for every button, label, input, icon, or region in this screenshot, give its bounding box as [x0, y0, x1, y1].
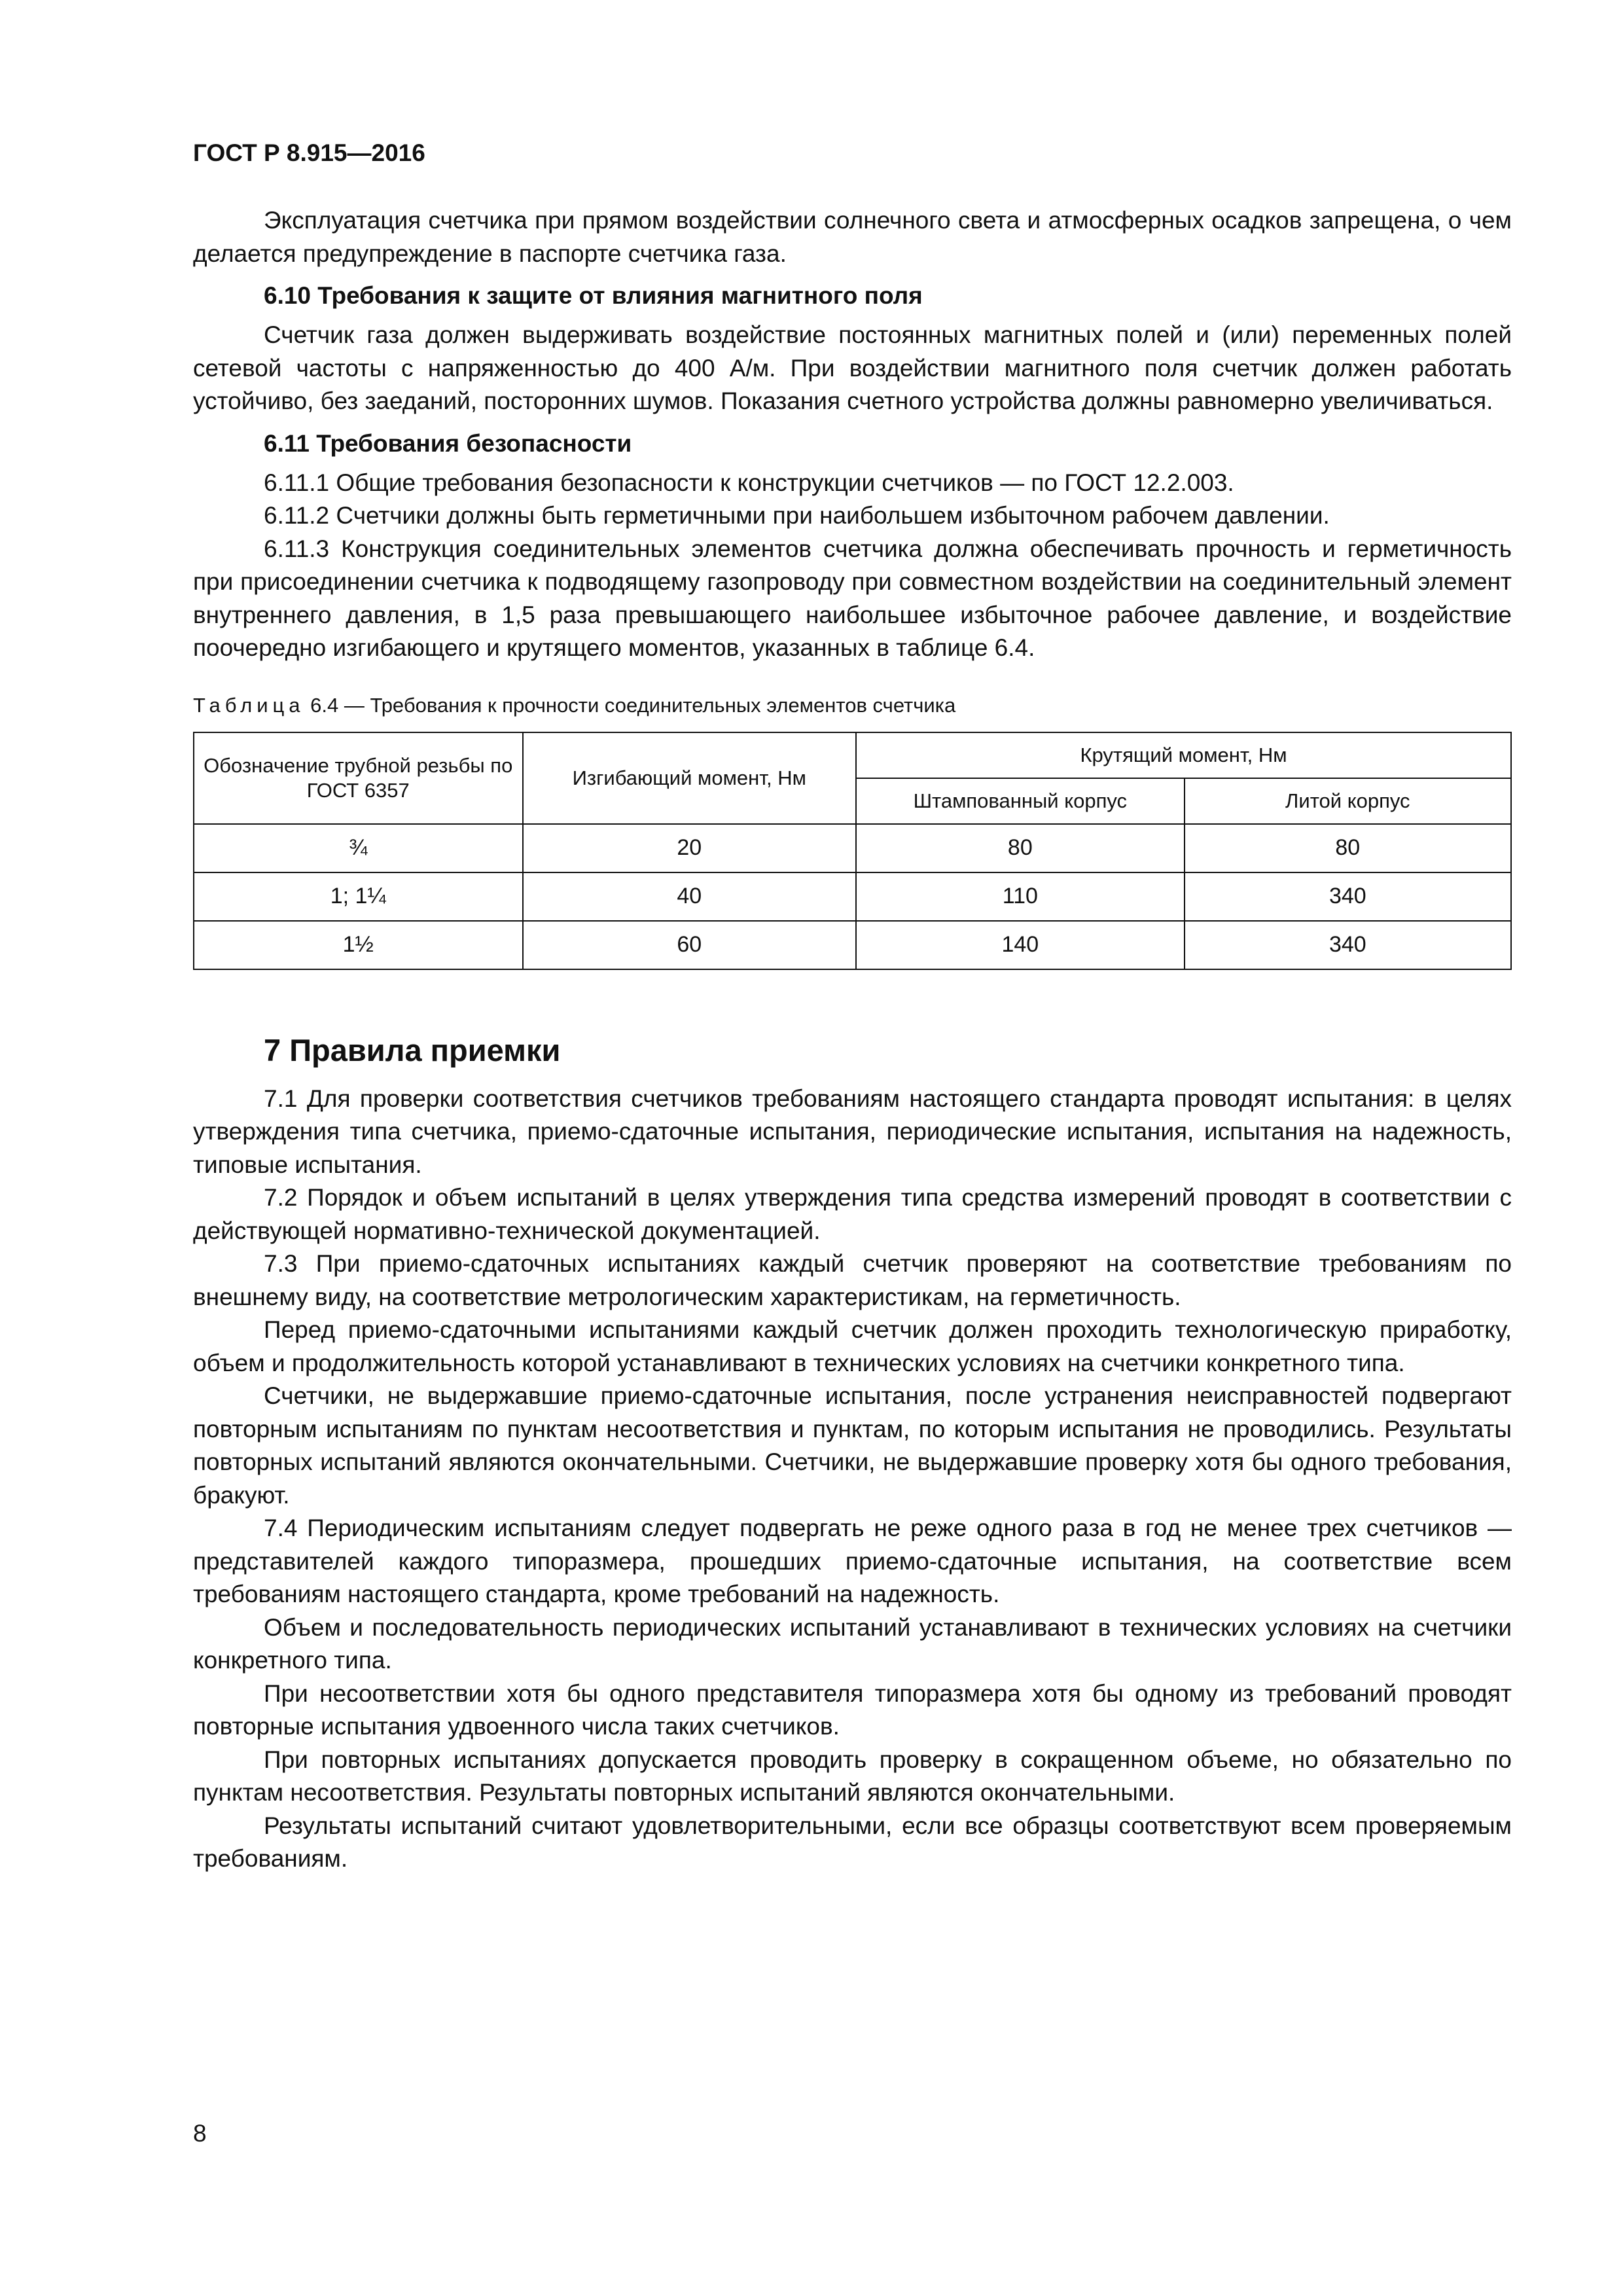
section-heading-6-10: 6.10 Требования к защите от влияния магнитного поля — [264, 282, 923, 309]
cell-bending: 40 — [523, 872, 857, 921]
paragraph-7-4-results: Результаты испытаний считают удовлетворительными, если все образцы соответствуют всем проверяемым требованиям. — [193, 1812, 1512, 1872]
cell-cast: 340 — [1185, 872, 1511, 921]
table-caption — [193, 692, 1512, 719]
page-number: 8 — [193, 2120, 207, 2147]
paragraph-operation-restriction: Эксплуатация счетчика при прямом воздействии солнечного света и атмосферных осадков запрещена, о чем делается предупреждение в паспорте счетчика газа. — [193, 207, 1512, 267]
header-torque: Крутящий момент, Нм — [856, 732, 1511, 778]
table-caption-label: Таблица — [193, 693, 305, 717]
cell-stamped: 110 — [856, 872, 1185, 921]
paragraph-7-4-scope: Объем и последовательность периодических испытаний устанавливают в технических условиях на счетчики конкретного типа. — [193, 1613, 1512, 1674]
cell-cast: 340 — [1185, 921, 1511, 969]
table-row — [194, 921, 1511, 969]
document-header: ГОСТ Р 8.915—2016 — [193, 139, 425, 166]
cell-cast: 80 — [1185, 824, 1511, 872]
paragraph-7-4: 7.4 Периодическим испытаниям следует подвергать не реже одного раза в год не менее трех счетчиков — представителей каждого типоразмера, прошедших приемо-сдаточные испытания, на соответствие всем требованиям настоящего стандарта, кроме требований на надежность. — [193, 1515, 1512, 1607]
paragraph-7-3-rejects: Счетчики, не выдержавшие приемо-сдаточные испытания, после устранения неисправностей подвергают повторным испытаниям по пунктам несоответствия и пунктам, по которым испытания не проводились. Результаты повторных испытаний являются окончательными. Счетчики, не выдержавшие проверку хотя бы одного требования, бракуют. — [193, 1382, 1512, 1509]
strength-requirements-table — [193, 732, 1512, 970]
table-row — [194, 824, 1511, 872]
paragraph-7-4-reduced: При повторных испытаниях допускается проводить проверку в сокращенном объеме, но обязательно по пунктам несоответствия. Результаты повторных испытаний являются окончательными. — [193, 1746, 1512, 1806]
paragraph-7-3-running-in: Перед приемо-сдаточными испытаниями каждый счетчик должен проходить технологическую приработку, объем и продолжительность которой устанавливают в технических условиях на счетчики конкретного типа. — [193, 1316, 1512, 1376]
paragraph-6-11-3: 6.11.3 Конструкция соединительных элементов счетчика должна обеспечивать прочность и герметичность при присоединении счетчика к подводящему газопроводу при совместном воздействии на соединительный элемент внутреннего давления, в 1,5 раза превышающего наибольшее избыточное рабочее давление, и воздействие поочередно изгибающего и крутящего моментов, указанных в таблице 6.4. — [193, 535, 1512, 661]
cell-thread: 1; 1¼ — [194, 872, 523, 921]
header-cast-body: Литой корпус — [1185, 778, 1511, 824]
table-caption-text: 6.4 — Требования к прочности соединительных элементов счетчика — [304, 693, 956, 717]
header-bending-moment: Изгибающий момент, Нм — [523, 732, 857, 824]
table-row — [194, 872, 1511, 921]
paragraph-7-2: 7.2 Порядок и объем испытаний в целях утверждения типа средства измерений проводят в соответствии с действующей нормативно-технической документацией. — [193, 1184, 1512, 1244]
cell-thread: ¾ — [194, 824, 523, 872]
section-heading-6-11: 6.11 Требования безопасности — [264, 429, 632, 457]
paragraph-6-11-2: 6.11.2 Счетчики должны быть герметичными при наибольшем избыточном рабочем давлении. — [264, 502, 1330, 529]
cell-stamped: 80 — [856, 824, 1185, 872]
paragraph-magnetic-field: Счетчик газа должен выдерживать воздействие постоянных магнитных полей и (или) переменных полей сетевой частоты с напряженностью до 400 А/м. При воздействии магнитного поля счетчик должен работать устойчиво, без заеданий, посторонних шумов. Показания счетного устройства должны равномерно увеличиваться. — [193, 321, 1512, 414]
paragraph-7-4-retest: При несоответствии хотя бы одного представителя типоразмера хотя бы одному из требований проводят повторные испытания удвоенного числа таких счетчиков. — [193, 1679, 1512, 1740]
paragraph-6-11-1: 6.11.1 Общие требования безопасности к конструкции счетчиков — по ГОСТ 12.2.003. — [264, 469, 1234, 496]
cell-bending: 20 — [523, 824, 857, 872]
cell-stamped: 140 — [856, 921, 1185, 969]
paragraph-7-3: 7.3 При приемо-сдаточных испытаниях каждый счетчик проверяют на соответствие требованиям по внешнему виду, на соответствие метрологическим характеристикам, на герметичность. — [193, 1250, 1512, 1310]
cell-thread: 1½ — [194, 921, 523, 969]
paragraph-7-1: 7.1 Для проверки соответствия счетчиков требованиям настоящего стандарта проводят испытания: в целях утверждения типа счетчика, приемо-сдаточные испытания, периодические испытания, испытания на надежность, типовые испытания. — [193, 1085, 1512, 1178]
cell-bending: 60 — [523, 921, 857, 969]
document-page — [193, 137, 1512, 1876]
section-heading-7: 7 Правила приемки — [264, 1032, 561, 1067]
header-thread: Обозначение трубной резьбы по ГОСТ 6357 — [194, 732, 523, 824]
header-stamped-body: Штампованный корпус — [856, 778, 1185, 824]
